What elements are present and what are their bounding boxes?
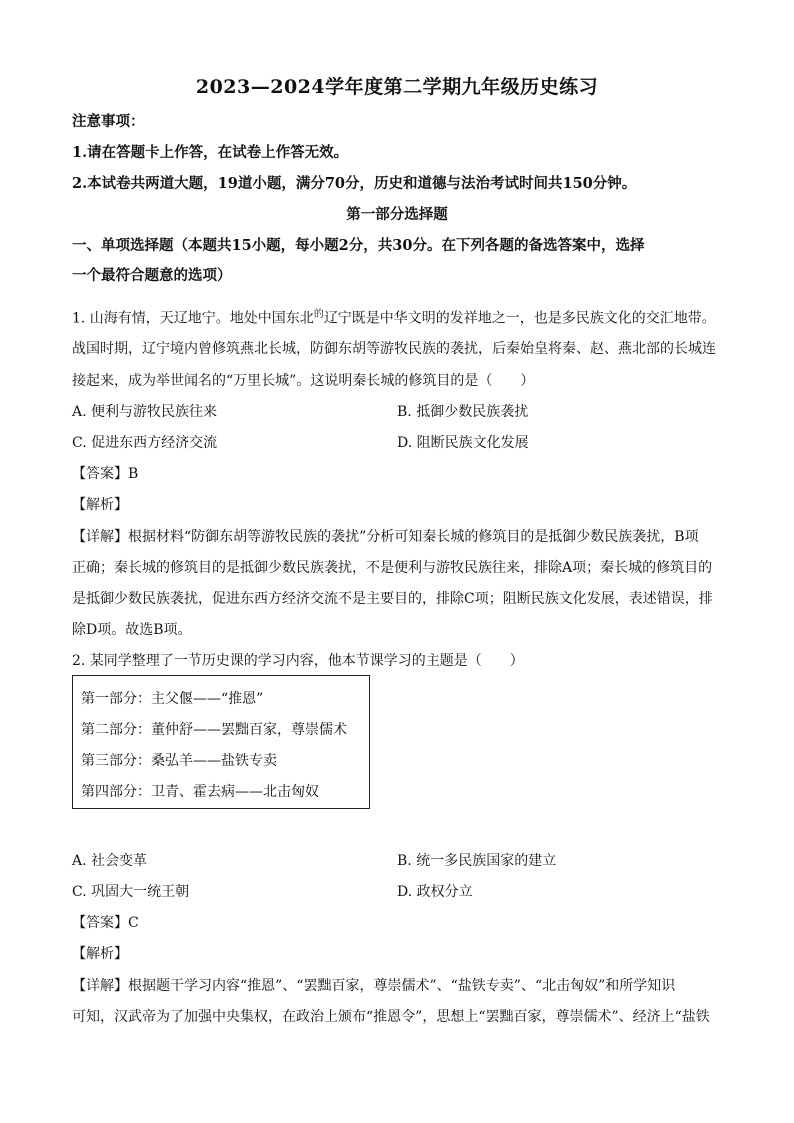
q1-stem-line-3: 接起来，成为举世闻名的“万里长城”。这说明秦长城的修筑目的是（ ）	[72, 373, 535, 389]
section-instruction-line-2: 一个最符合题意的选项）	[72, 267, 232, 284]
q1-stem-part-b: 辽宁既是中华文明的发祥地之一，也是多民族文化的交汇地带。	[323, 310, 716, 327]
q2-option-b: B. 统一多民族国家的建立	[397, 853, 557, 869]
note-item-2: 2.本试卷共两道大题，19道小题，满分70分，历史和道德与法治考试时间共150分钟。	[72, 175, 637, 192]
q2-option-a: A. 社会变革	[72, 853, 148, 869]
q2-answer: 【答案】C	[72, 915, 139, 931]
q2-box-line-1: 第一部分：主父偃——“推恩”	[81, 691, 264, 707]
q1-stem-part-a: 1. 山海有情，天辽地宁。地处中国东北	[72, 310, 314, 327]
q1-stem-mark: 的	[313, 309, 324, 320]
q1-option-c: C. 促进东西方经济交流	[72, 435, 218, 451]
q2-box-line-2: 第二部分：董仲舒——罢黜百家，尊崇儒术	[81, 722, 347, 738]
q1-detail-line-2: 正确；秦长城的修筑目的是抵御少数民族袭扰，不是便利与游牧民族往来，排除A项；秦长城的修筑目的	[72, 560, 713, 576]
q1-detail-line-3: 是抵御少数民族袭扰，促进东西方经济交流不是主要目的，排除C项；阻断民族文化发展，表述错误，排	[72, 591, 713, 607]
exam-title: 2023—2024学年度第二学期九年级历史练习	[195, 76, 599, 98]
q2-box-line-4: 第四部分：卫青、霍去病——北击匈奴	[81, 784, 319, 800]
q1-detail-line-4: 除D项。故选B项。	[72, 622, 192, 638]
q1-stem-line-2: 战国时期，辽宁境内曾修筑燕北长城，防御东胡等游牧民族的袭扰，后秦始皇将秦、赵、燕北部的长城连	[72, 341, 716, 357]
q1-option-a: A. 便利与游牧民族往来	[72, 404, 218, 420]
notes-heading: 注意事项：	[72, 113, 145, 130]
q2-box-line-3: 第三部分：桑弘羊——盐铁专卖	[81, 753, 277, 769]
q1-analysis-label: 【解析】	[72, 497, 128, 513]
q2-analysis-label: 【解析】	[72, 946, 128, 962]
q1-detail-line-1: 【详解】根据材料“防御东胡等游牧民族的袭扰”分析可知秦长城的修筑目的是抵御少数民族袭扰，B项	[72, 529, 699, 545]
q2-option-c: C. 巩固大一统王朝	[72, 884, 190, 900]
q1-stem-line-1	[72, 305, 716, 328]
section-title: 第一部分选择题	[346, 206, 448, 223]
q1-answer: 【答案】B	[72, 466, 139, 482]
q2-content-box	[72, 675, 370, 809]
note-item-1: 1.请在答题卡上作答，在试卷上作答无效。	[72, 144, 349, 161]
q2-detail-line-1: 【详解】根据题干学习内容“推恩”、“罢黜百家，尊崇儒术”、“盐铁专卖”、“北击匈奴”和所学知识	[72, 978, 676, 994]
section-instruction-line-1: 一、单项选择题（本题共15小题，每小题2分，共30分。在下列各题的备选答案中，选择	[72, 237, 645, 254]
q2-stem: 2. 某同学整理了一节历史课的学习内容，他本节课学习的主题是（ ）	[72, 653, 524, 669]
q2-detail-line-2: 可知，汉武帝为了加强中央集权，在政治上颁布“推恩令”，思想上“罢黜百家，尊崇儒术”、经济上“盐铁	[72, 1009, 710, 1025]
q1-option-d: D. 阻断民族文化发展	[397, 435, 529, 451]
q1-option-b: B. 抵御少数民族袭扰	[397, 404, 529, 420]
q2-option-d: D. 政权分立	[397, 884, 473, 900]
